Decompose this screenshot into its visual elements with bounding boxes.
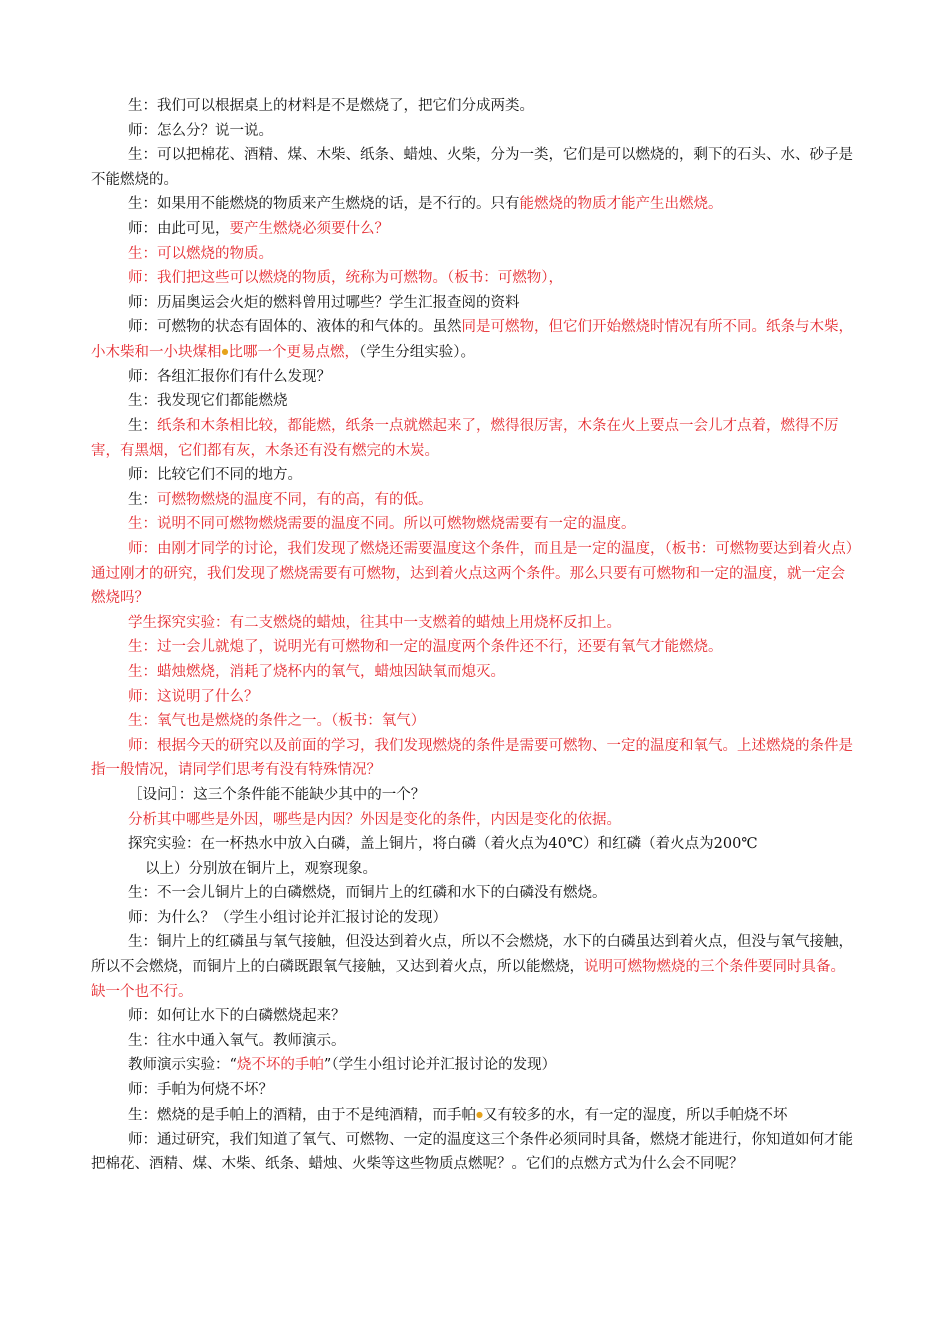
paragraph (91, 906, 853, 931)
body-text: 师：可燃物的状态有固体的、液体的和气体的。虽然 (128, 319, 462, 336)
paragraph (91, 685, 853, 710)
paragraph (91, 94, 853, 119)
paragraph (91, 365, 853, 390)
paragraph (91, 512, 853, 537)
paragraph (91, 217, 853, 242)
paragraph (91, 389, 853, 414)
marker-dot: ● (221, 346, 229, 356)
highlighted-text: 师：由刚才同学的讨论，我们发现了燃烧还需要温度这个条件，而且是一定的温度，（板书：可燃物要达到着火点）通过刚才的研究，我们发现了燃烧需要有可燃物，达到着火点这两个条件。那么只要有可燃物和一定的温度，就一定会燃烧吗？ (91, 540, 853, 607)
highlighted-text: 生：说明不同可燃物燃烧需要的温度不同。所以可燃物燃烧需要有一定的温度。 (128, 516, 636, 533)
paragraph (91, 143, 853, 192)
paragraph (91, 1103, 853, 1128)
body-text: 生：可以把棉花、酒精、煤、木柴、纸条、蜡烛、火柴，分为一类，它们是可以燃烧的，剩下的石头、水、砂子是不能燃烧的。 (91, 147, 853, 188)
body-text: 生：燃烧的是手帕上的酒精，由于不是纯酒精，而手帕 (128, 1106, 476, 1123)
paragraph (91, 832, 853, 881)
highlighted-text: 能燃烧的物质才能产生出燃烧。 (519, 196, 723, 213)
body-text: 师：通过研究，我们知道了氧气、可燃物、一定的温度这三个条件必须同时具备，燃烧才能进行，你知道如何才能把棉花、酒精、煤、木柴、纸条、蜡烛、火柴等这些物质点燃呢？。它们的点燃方式为什么会不同呢？ (91, 1131, 853, 1173)
highlighted-text: 生：蜡烛燃烧，消耗了烧杯内的氧气，蜡烛因缺氧而熄灭。 (128, 663, 505, 680)
paragraph (91, 537, 853, 611)
body-text: ”（学生小组讨论并汇报讨论的发现） (323, 1057, 557, 1074)
body-text: 生：不一会儿铜片上的白磷燃烧，而铜片上的红磷和水下的白磷没有燃烧。 (128, 885, 607, 902)
paragraph (91, 1053, 853, 1078)
body-text: 师：历届奥运会火炬的燃料曾用过哪些？学生汇报查阅的资料 (128, 294, 520, 311)
paragraph (91, 1004, 853, 1029)
marker-dot: ● (476, 1109, 483, 1119)
highlighted-text: 烧不坏的手帕 (236, 1057, 324, 1074)
paragraph (91, 242, 853, 267)
highlighted-text: 师：根据今天的研究以及前面的学习，我们发现燃烧的条件是需要可燃物、一定的温度和氧气。上述燃烧的条件是指一般情况，请同学们思考有没有特殊情况？ (91, 737, 853, 779)
body-text: 教师演示实验：“ (128, 1057, 237, 1074)
paragraph (91, 1029, 853, 1054)
paragraph (91, 808, 853, 833)
continuation-line: 以上）分别放在铜片上，观察现象。 (145, 860, 377, 877)
body-text: （学生分组实验）。 (358, 344, 475, 361)
highlighted-text: 学生探究实验：有二支燃烧的蜡烛，往其中一支燃着的蜡烛上用烧杯反扣上。 (128, 614, 621, 631)
highlighted-text: 同是可燃物，但它们开始燃烧时情况有所不同。纸条与木柴，小木柴和一小块煤相 (91, 319, 853, 361)
paragraph (91, 192, 853, 217)
paragraph (91, 930, 853, 1004)
body-text: 师：如何让水下的白磷燃烧起来？ (128, 1008, 346, 1025)
body-text: 又有较多的水，有一定的湿度，所以手帕烧不坏 (482, 1106, 788, 1123)
highlighted-text: 可燃物燃烧的温度不同，有的高，有的低。 (157, 491, 433, 508)
paragraph (91, 783, 853, 808)
paragraph (91, 488, 853, 513)
paragraph (91, 734, 853, 783)
paragraph (91, 119, 853, 144)
highlighted-text: 比哪一个更易点燃， (228, 344, 359, 361)
paragraph (91, 1128, 853, 1177)
highlighted-text: 师：我们把这些可以燃烧的物质，统称为可燃物。（板书：可燃物）， (128, 270, 563, 287)
body-text: 师：为什么？（学生小组讨论并汇报讨论的发现） (128, 909, 447, 926)
body-text: 生：如果用不能燃烧的物质来产生燃烧的话，是不行的。只有 (128, 196, 520, 213)
highlighted-text: 要产生燃烧必须要什么？ (229, 220, 389, 237)
highlighted-text: 生：可以燃烧的物质。 (128, 245, 273, 262)
body-text: 师：各组汇报你们有什么发现？ (128, 368, 331, 385)
highlighted-text: 纸条和木条相比较，都能燃，纸条一点就燃起来了，燃得很厉害，木条在火上要点一会儿才点着，燃得不厉害，有黑烟，它们都有灰，木条还有没有燃完的木炭。 (91, 418, 839, 459)
body-text: 生：我发现它们都能燃烧 (128, 393, 288, 410)
body-text: 探究实验：在一杯热水中放入白磷，盖上铜片，将白磷（着火点为40℃）和红磷（着火点为200℃ (128, 836, 758, 853)
document-body (91, 94, 853, 1177)
highlighted-text: 生：过一会儿就熄了，说明光有可燃物和一定的温度两个条件还不行，还要有氧气才能燃烧。 (128, 639, 723, 656)
paragraph (91, 1078, 853, 1103)
body-text: 生：铜片上的红磷虽与氧气接触，但没达到着火点，所以不会燃烧，水下的白磷虽达到着火点，但没与氧气接触，所以不会燃烧，而铜片上的白磷既跟氧气接触，又达到着火点，所以能燃烧， (91, 934, 853, 976)
highlighted-text: 说明可燃物燃烧的三个条件要同时具备。缺一个也不行。 (91, 959, 845, 1000)
body-text: 生： (128, 418, 157, 435)
body-text: 生：我们可以根据桌上的材料是不是燃烧了，把它们分成两类。 (128, 98, 534, 114)
highlighted-text: 分析其中哪些是外因，哪些是内因？外因是变化的条件，内因是变化的依据。 (128, 811, 621, 828)
body-text: 师：比较它们不同的地方。 (128, 467, 302, 484)
body-text: 生：往水中通入氧气。教师演示。 (128, 1032, 346, 1049)
paragraph (91, 660, 853, 685)
body-text: ［设问］：这三个条件能不能缺少其中的一个？ (128, 786, 426, 803)
highlighted-text: 生：氧气也是燃烧的条件之一。（板书：氧气） (128, 713, 426, 730)
body-text: 师：手帕为何烧不坏？ (128, 1082, 273, 1099)
body-text: 师：由此可见， (128, 220, 230, 237)
highlighted-text: 师：这说明了什么？ (128, 688, 259, 705)
paragraph (91, 291, 853, 316)
paragraph (91, 881, 853, 906)
body-text: 生： (128, 491, 157, 508)
paragraph (91, 315, 853, 364)
paragraph (91, 611, 853, 636)
paragraph (91, 463, 853, 488)
body-text: 师：怎么分？说一说。 (128, 122, 273, 139)
paragraph (91, 709, 853, 734)
paragraph (91, 635, 853, 660)
paragraph (91, 414, 853, 463)
paragraph (91, 266, 853, 291)
